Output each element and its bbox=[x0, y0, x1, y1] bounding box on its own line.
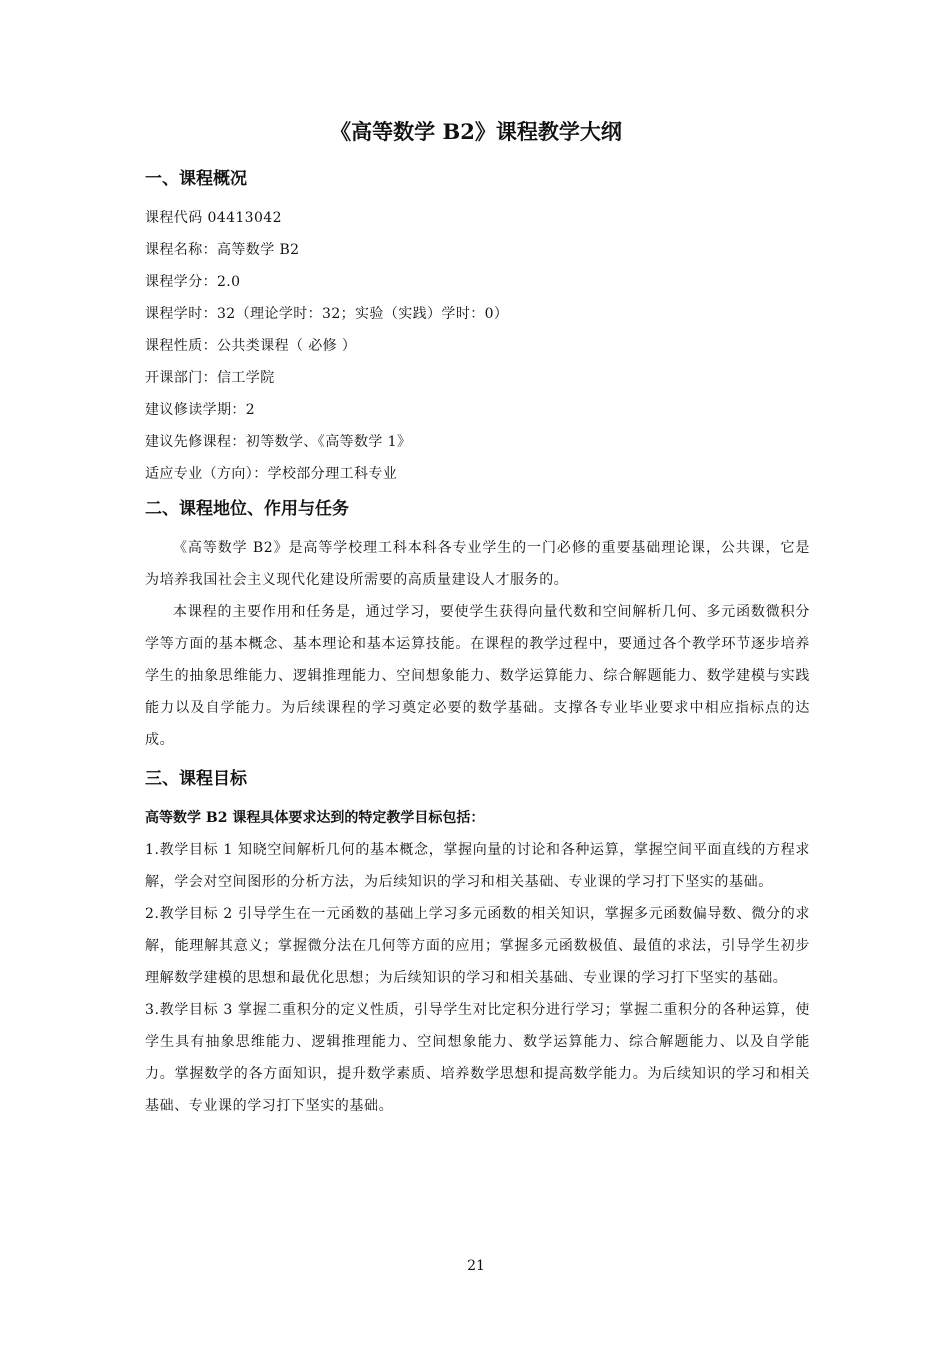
info-course-hours: 课程学时：32（理论学时：32；实验（实践）学时：0） bbox=[145, 306, 509, 322]
info-suggested-semester: 建议修读学期：2 bbox=[145, 402, 256, 418]
info-prerequisites: 建议先修课程：初等数学、《高等数学 1》 bbox=[145, 434, 412, 450]
goal-3: 3.教学目标 3 掌握二重积分的定义性质，引导学生对比定积分进行学习；掌握二重积分的各种运算，使学生具有抽象思维能力、逻辑推理能力、空间想象能力、数学运算能力、综合解题能力、以及自学能力。掌握数学的各方面知识，提升数学素质、培养数学思想和提高数学能力。为后续知识的学习和相关基础、专业课的学习打下坚实的基础。 bbox=[145, 1002, 810, 1114]
goal-2: 2.教学目标 2 引导学生在一元函数的基础上学习多元函数的相关知识，掌握多元函数偏导数、微分的求解，能理解其意义；掌握微分法在几何等方面的应用；掌握多元函数极值、最值的求法，引导学生初步理解数学建模的思想和最优化思想；为后续知识的学习和相关基础、专业课的学习打下坚实的基础。 bbox=[145, 906, 810, 986]
document-title: 《高等数学 B2》课程教学大纲 bbox=[330, 119, 622, 144]
goal-1: 1.教学目标 1 知晓空间解析几何的基本概念，掌握向量的讨论和各种运算，掌握空间平面直线的方程求解，学会对空间图形的分析方法，为后续知识的学习和相关基础、专业课的学习打下坚实的基础。 bbox=[145, 842, 810, 890]
section-3-subheading: 高等数学 B2 课程具体要求达到的特定教学目标包括： bbox=[145, 810, 485, 826]
info-applicable-majors: 适应专业（方向）：学校部分理工科专业 bbox=[145, 466, 398, 482]
section-3-heading: 三、课程目标 bbox=[145, 769, 247, 789]
section-2-heading: 二、课程地位、作用与任务 bbox=[145, 499, 349, 519]
info-course-code: 课程代码 04413042 bbox=[145, 210, 282, 226]
section-1-heading: 一、课程概况 bbox=[145, 169, 247, 189]
info-department: 开课部门：信工学院 bbox=[145, 370, 275, 386]
info-course-nature: 课程性质：公共类课程（ 必修 ） bbox=[145, 338, 357, 354]
section-2-paragraph-2: 本课程的主要作用和任务是，通过学习，要使学生获得向量代数和空间解析几何、多元函数微积分学等方面的基本概念、基本理论和基本运算技能。在课程的教学过程中，要通过各个教学环节逐步培养学生的抽象思维能力、逻辑推理能力、空间想象能力、数学运算能力、综合解题能力、数学建模与实践能力以及自学能力。为后续课程的学习奠定必要的数学基础。支撑各专业毕业要求中相应指标点的达成。 bbox=[145, 604, 810, 748]
info-course-credit: 课程学分：2.0 bbox=[145, 274, 241, 290]
course-info-list bbox=[145, 202, 810, 490]
info-course-name: 课程名称：高等数学 B2 bbox=[145, 242, 300, 258]
page-number: 21 bbox=[467, 1258, 485, 1274]
document-body bbox=[145, 162, 810, 1122]
section-2-paragraph-1: 《高等数学 B2》是高等学校理工科本科各专业学生的一门必修的重要基础理论课，公共课，它是为培养我国社会主义现代化建设所需要的高质量建设人才服务的。 bbox=[145, 540, 810, 588]
